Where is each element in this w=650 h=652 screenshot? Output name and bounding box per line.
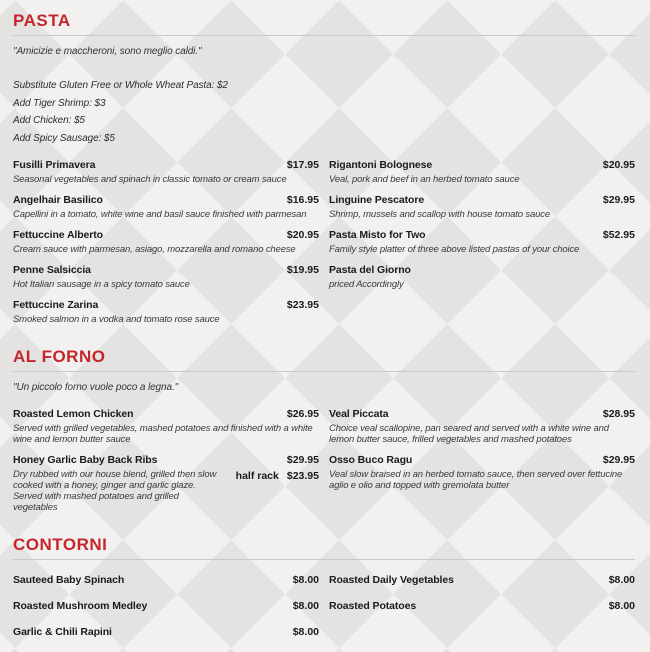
- menu-item-head: [13, 574, 319, 587]
- menu-item: [329, 600, 635, 613]
- section-title: PASTA: [13, 11, 71, 30]
- item-description: Veal slow braised in an herbed tomato sauce, then served over fettucine aglio e olio and topped with gremolata butter: [329, 468, 623, 491]
- item-description: Seasonal vegetables and spinach in classic tomato or cream sauce: [13, 173, 287, 185]
- menu-column: [13, 159, 319, 334]
- item-description: Choice veal scallopine, pan seared and served with a white wine and lemon butter sauce, frilled vegetables and mashed potatoes: [329, 422, 609, 445]
- menu-item: [329, 574, 635, 587]
- half-rack-label: half rack: [235, 469, 279, 482]
- menu-item-head: [13, 264, 319, 277]
- menu-item-head: [13, 600, 319, 613]
- menu-column: [329, 408, 635, 522]
- item-name: Roasted Lemon Chicken: [13, 407, 134, 420]
- section-divider: [13, 371, 635, 372]
- item-name: Rigantoni Bolognese: [329, 158, 433, 171]
- section-divider: [13, 35, 635, 36]
- item-description: Dry rubbed with our house blend, grilled then slow cooked with a honey, ginger and garlic glaze. Served with mashed potatoes and grilled vegetables: [13, 468, 217, 513]
- addon-line: Add Tiger Shrimp: $3: [13, 97, 106, 109]
- menu-item: [13, 194, 319, 220]
- menu-item: [329, 264, 635, 290]
- menu-item: [13, 264, 319, 290]
- menu-column: [13, 574, 319, 652]
- item-price: $29.95: [602, 193, 635, 206]
- item-name: Roasted Potatoes: [329, 599, 417, 612]
- item-price: $8.00: [608, 573, 635, 586]
- menu-item-head: [13, 194, 319, 207]
- item-description: priced Accordingly: [329, 278, 404, 290]
- half-rack-price: $23.95: [286, 469, 319, 482]
- menu-item: [329, 454, 635, 491]
- item-name: Linguine Pescatore: [329, 193, 425, 206]
- item-price: $52.95: [602, 228, 635, 241]
- item-price: $19.95: [286, 263, 319, 276]
- menu-item: [13, 454, 319, 513]
- item-name: Fettuccine Alberto: [13, 228, 103, 241]
- menu-item: [13, 626, 319, 639]
- menu-item-head: [13, 299, 319, 312]
- menu-item-body: [13, 467, 319, 513]
- item-price: $20.95: [602, 158, 635, 171]
- item-name: Roasted Mushroom Medley: [13, 599, 148, 612]
- menu-item: [13, 299, 319, 325]
- menu-item-head: [329, 194, 635, 207]
- menu-section: [13, 348, 635, 522]
- item-price: $28.95: [602, 407, 635, 420]
- menu-item: [13, 229, 319, 255]
- item-price: $17.95: [286, 158, 319, 171]
- item-name: Roasted Daily Vegetables: [329, 573, 454, 586]
- item-price: $8.00: [292, 573, 319, 586]
- menu-item-head: [13, 408, 319, 421]
- item-description: Capellini in a tomato, white wine and basil sauce finished with parmesan: [13, 208, 307, 220]
- item-name: Angelhair Basilico: [13, 193, 103, 206]
- item-name: Garlic & Chili Rapini: [13, 625, 112, 638]
- item-name: Sauteed Baby Spinach: [13, 573, 125, 586]
- item-name: Honey Garlic Baby Back Ribs: [13, 453, 158, 466]
- item-price: $8.00: [292, 599, 319, 612]
- addon-line: Add Spicy Sausage: $5: [13, 132, 115, 144]
- menu-item-head: [13, 159, 319, 172]
- section-title: CONTORNI: [13, 534, 108, 554]
- menu-item: [13, 159, 319, 185]
- menu-column: [329, 574, 635, 652]
- item-description: Hot Italian sausage in a spicy tomato sauce: [13, 278, 190, 290]
- item-name: Osso Buco Ragu: [329, 453, 413, 466]
- menu-item-head: [329, 264, 635, 277]
- menu-item-head: [13, 229, 319, 242]
- menu-columns: [13, 408, 635, 522]
- menu-item-head: [329, 159, 635, 172]
- menu-item-head: [13, 626, 319, 639]
- addon-line: Substitute Gluten Free or Whole Wheat Pasta: $2: [13, 80, 228, 91]
- item-name: Fusilli Primavera: [13, 158, 96, 171]
- item-description: Family style platter of three above listed pastas of your choice: [329, 243, 580, 255]
- addon-list: [13, 80, 635, 145]
- item-description: Veal, pork and beef in an herbed tomato sauce: [329, 173, 520, 185]
- half-rack-option: [236, 470, 319, 482]
- item-price: $29.95: [602, 453, 635, 466]
- item-name: Fettuccine Zarina: [13, 298, 99, 311]
- menu-item-head: [329, 574, 635, 587]
- menu-item-head: [329, 454, 635, 467]
- menu-item: [13, 600, 319, 613]
- menu-item: [329, 408, 635, 445]
- section-quote: "Un piccolo forno vuole poco a legna.": [13, 381, 179, 393]
- menu-item-head: [13, 454, 319, 467]
- item-price: $29.95: [286, 453, 319, 466]
- section-divider: [13, 559, 635, 560]
- item-description: Shrimp, mussels and scallop with house tomato sauce: [329, 208, 550, 220]
- item-price: $16.95: [286, 193, 319, 206]
- menu-item-head: [329, 600, 635, 613]
- item-price: $26.95: [286, 407, 319, 420]
- section-quote: "Amicizie e maccheroni, sono meglio caldi.": [13, 46, 202, 57]
- menu-item: [329, 159, 635, 185]
- item-name: Pasta Misto for Two: [329, 228, 426, 241]
- item-name: Penne Salsiccia: [13, 263, 91, 276]
- menu-item: [329, 194, 635, 220]
- menu-section: [13, 12, 635, 334]
- menu-section: [13, 536, 635, 652]
- item-name: Veal Piccata: [329, 407, 389, 420]
- menu-columns: [13, 159, 635, 334]
- addon-line: Add Chicken: $5: [13, 115, 85, 126]
- item-description: Cream sauce with parmesan, asiago, mozzarella and romano cheese: [13, 243, 296, 255]
- item-name: Pasta del Giorno: [329, 263, 411, 276]
- item-description: Smoked salmon in a vodka and tomato rose sauce: [13, 313, 220, 325]
- menu-item: [13, 574, 319, 587]
- item-description: Served with grilled vegetables, mashed potatoes and finished with a white wine and lemon butter sauce: [13, 422, 313, 445]
- menu-item-head: [329, 229, 635, 242]
- section-title: AL FORNO: [13, 346, 106, 366]
- menu-item-head: [329, 408, 635, 421]
- item-price: $20.95: [286, 228, 319, 241]
- item-price: $23.95: [286, 298, 319, 311]
- item-price: $8.00: [292, 625, 319, 638]
- menu-column: [13, 408, 319, 522]
- menu-item: [329, 229, 635, 255]
- menu-columns: [13, 574, 635, 652]
- menu-column: [329, 159, 635, 334]
- menu-item: [13, 408, 319, 445]
- item-price: $8.00: [608, 599, 635, 612]
